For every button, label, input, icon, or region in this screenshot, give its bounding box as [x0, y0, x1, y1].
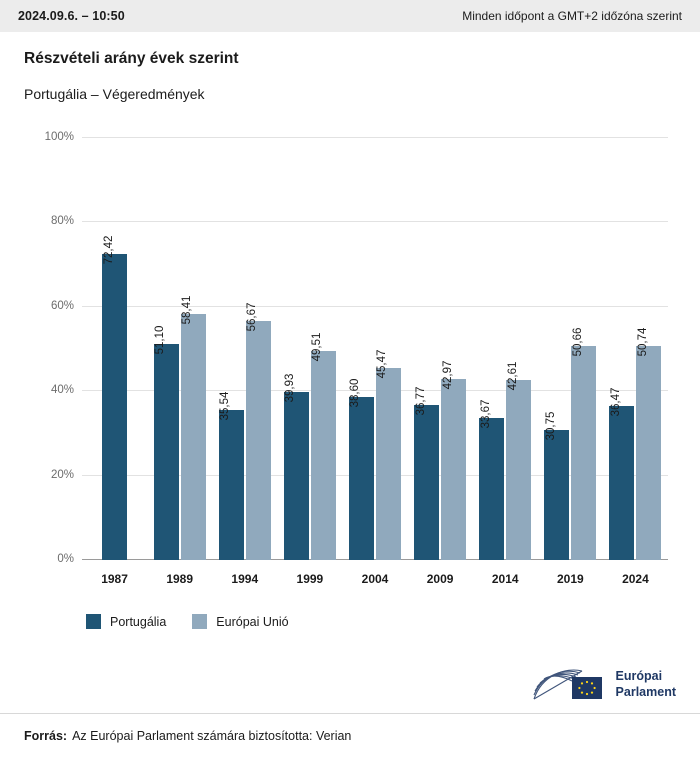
bar[interactable] — [102, 236, 127, 560]
bar-value-label: 36,47 — [609, 387, 622, 417]
top-bar — [0, 0, 700, 32]
bar-group — [603, 138, 668, 586]
bar-value-label: 50,66 — [571, 327, 584, 357]
bar-value-label: 50,74 — [636, 327, 649, 357]
bar-group — [342, 138, 407, 586]
ep-logo-mark — [532, 665, 606, 705]
bar-group — [277, 138, 342, 586]
y-axis-tick-label: 60% — [50, 299, 74, 312]
chart-area — [24, 130, 676, 600]
bar[interactable] — [636, 327, 661, 560]
timezone-note: Minden időpont a GMT+2 időzóna szerint — [462, 9, 682, 23]
ep-logo-text — [616, 669, 676, 700]
timestamp-label: 2024.09.6. – 10:50 — [18, 9, 125, 23]
bar-value-label: 35,54 — [219, 391, 232, 421]
ep-logo-line1: Európai — [615, 669, 663, 684]
bar[interactable] — [311, 332, 336, 560]
x-axis-tick-label: 2024 — [622, 572, 649, 586]
bar-value-label: 58,41 — [181, 295, 194, 324]
bar-value-label: 33,67 — [479, 399, 492, 429]
bar[interactable] — [349, 378, 374, 560]
bar-group — [473, 138, 538, 586]
x-axis-tick-label: 1989 — [166, 572, 194, 586]
legend-label: Portugália — [110, 614, 167, 629]
legend-item[interactable] — [192, 614, 288, 629]
bar[interactable] — [609, 387, 634, 560]
page-subtitle: Portugália – Végeredmények — [24, 86, 205, 102]
bar-group — [212, 138, 277, 586]
bar-value-label: 39,93 — [284, 373, 297, 402]
bar[interactable] — [506, 361, 531, 560]
x-axis-tick-label: 2009 — [426, 572, 454, 586]
chart-legend — [86, 614, 700, 629]
x-axis-tick-label: 2014 — [491, 572, 519, 586]
bar-value-label: 49,51 — [311, 332, 324, 362]
title-block — [0, 32, 700, 102]
bar-value-label: 56,67 — [246, 302, 259, 332]
bar[interactable] — [414, 386, 439, 560]
bar-value-label: 30,75 — [544, 411, 557, 441]
bar[interactable] — [154, 325, 179, 560]
legend-item[interactable] — [86, 614, 166, 629]
bar-group — [408, 138, 473, 586]
x-axis-tick-label: 1994 — [231, 572, 259, 586]
bar-value-label: 42,61 — [506, 361, 519, 391]
bar[interactable] — [181, 295, 206, 560]
y-axis-tick-label: 80% — [50, 215, 74, 228]
x-axis-tick-label: 1987 — [101, 572, 128, 586]
bar[interactable] — [284, 373, 309, 561]
y-axis-tick-label: 40% — [50, 384, 74, 397]
source-text: Az Európai Parlament számára biztosította: Verian — [72, 728, 352, 743]
page-title: Részvételi arány évek szerint — [24, 50, 239, 67]
bar-group — [82, 138, 147, 586]
source-label: Forrás: — [24, 728, 68, 743]
legend-swatch — [86, 614, 101, 629]
bar-value-label: 72,42 — [102, 236, 115, 265]
y-axis-tick-label: 100% — [44, 131, 74, 143]
x-axis-tick-label: 2019 — [556, 572, 584, 586]
legend-swatch — [192, 614, 207, 629]
bars-layer — [82, 138, 668, 586]
ep-logo-line2: Parlament — [615, 685, 676, 699]
ep-emblem-icon — [532, 665, 606, 705]
bar[interactable] — [376, 349, 401, 560]
european-parliament-logo — [532, 665, 676, 705]
bar[interactable] — [441, 360, 466, 560]
bar-value-label: 38,60 — [349, 378, 362, 408]
plot-region — [44, 131, 668, 586]
x-axis-tick-label: 1999 — [296, 572, 324, 586]
bar-group — [147, 138, 212, 586]
bar-group — [538, 138, 603, 586]
bar[interactable] — [479, 399, 504, 560]
bar[interactable] — [219, 391, 244, 560]
bar-value-label: 45,47 — [376, 349, 389, 379]
y-axis-tick-label: 20% — [50, 468, 74, 481]
y-axis-tick-label: 0% — [57, 553, 74, 565]
x-axis-tick-label: 2004 — [361, 572, 389, 586]
bar[interactable] — [571, 327, 596, 560]
bar-value-label: 42,97 — [441, 360, 454, 390]
legend-label: Európai Unió — [216, 614, 289, 629]
bar-value-label: 36,77 — [414, 386, 427, 416]
bar[interactable] — [544, 411, 569, 560]
bar[interactable] — [246, 302, 271, 560]
footer — [0, 713, 700, 757]
bar-value-label: 51,10 — [154, 325, 167, 355]
